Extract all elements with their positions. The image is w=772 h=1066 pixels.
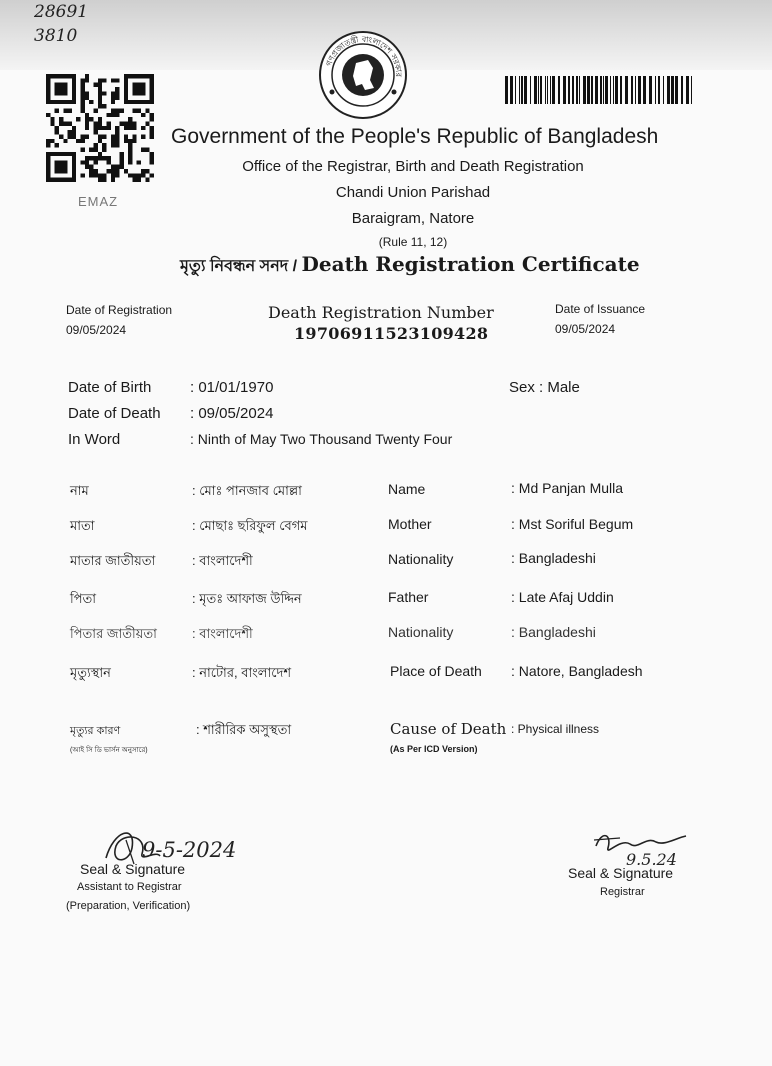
field-en-label: Father — [388, 589, 429, 605]
scan-stamp: EMAZ — [78, 194, 119, 209]
sex-value: Sex : Male — [509, 379, 580, 396]
field-bn-label: মাতা — [70, 518, 95, 533]
field-bn-value: : বাংলাদেশী — [192, 626, 253, 641]
certificate-title — [180, 252, 640, 280]
office-name: Office of the Registrar, Birth and Death Registration — [242, 158, 584, 175]
field-bn-label: পিতা — [70, 591, 97, 606]
field-bn-label: নাম — [70, 483, 89, 498]
in-word-label: In Word — [68, 431, 121, 448]
field-en-value: : Natore, Bangladesh — [511, 663, 643, 679]
government-title: Government of the People's Republic of Bangladesh — [171, 125, 659, 148]
in-word-value: : Ninth of May Two Thousand Twenty Four — [190, 431, 453, 447]
date-of-registration-value: 09/05/2024 — [66, 323, 127, 337]
rule-reference: (Rule 11, 12) — [378, 235, 448, 249]
field-en-label: Mother — [388, 516, 432, 532]
left-signature-role: Assistant to Registrar — [77, 881, 182, 893]
field-bn-value: : মোছাঃ ছরিফুল বেগম — [192, 518, 308, 533]
barcode-icon — [505, 76, 697, 104]
field-bn-label: পিতার জাতীয়তা — [70, 626, 157, 641]
date-of-registration-label: Date of Registration — [66, 303, 173, 317]
handwritten-note-2: 3810 — [34, 26, 78, 46]
cause-of-death-bn-label: মৃত্যুর কারণ — [70, 725, 121, 737]
cause-of-death-bn-value: : শারীরিক অসুস্থতা — [196, 722, 292, 737]
date-of-issuance-label: Date of Issuance — [555, 302, 646, 316]
cause-of-death-en-sublabel: (As Per ICD Version) — [390, 744, 478, 754]
field-bn-value: : মৃতঃ আফাজ উদ্দিন — [192, 591, 302, 606]
registration-number-label: Death Registration Number — [268, 303, 494, 322]
date-of-death-label: Date of Death — [68, 405, 161, 422]
field-en-label: Nationality — [388, 624, 454, 640]
right-signature-date: 9.5.24 — [626, 850, 677, 869]
date-of-issuance-value: 09/05/2024 — [555, 322, 616, 336]
union-name: Chandi Union Parishad — [335, 184, 491, 201]
date-of-birth-value: : 01/01/1970 — [190, 379, 274, 396]
emblem-text: গণপ্রজাতন্ত্রী বাংলাদেশ সরকার — [324, 34, 404, 78]
cause-of-death-bn-sublabel: (আই সি ডি ভার্সন অনুসারে) — [70, 747, 148, 754]
field-bn-label: মৃত্যুস্থান — [70, 665, 111, 680]
registration-number-value: 19706911523109428 — [294, 324, 489, 343]
field-bn-value: : নাটোর, বাংলাদেশ — [192, 665, 292, 680]
right-signature-role: Registrar — [600, 886, 645, 898]
certificate-title-en: Death Registration Certificate — [301, 252, 640, 276]
left-signature-date: 9-5-2024 — [142, 838, 237, 862]
date-of-death-value: : 09/05/2024 — [190, 405, 274, 422]
field-bn-value: : বাংলাদেশী — [192, 553, 253, 568]
field-en-label: Nationality — [388, 551, 454, 567]
date-of-birth-label: Date of Birth — [68, 379, 152, 396]
field-en-value: : Mst Soriful Begum — [511, 516, 634, 532]
location-name: Baraigram, Natore — [351, 210, 475, 227]
field-en-value: : Md Panjan Mulla — [511, 480, 624, 496]
field-en-label: Place of Death — [390, 663, 482, 679]
cause-of-death-en-value: : Physical illness — [511, 722, 600, 736]
left-signature-note: (Preparation, Verification) — [66, 900, 191, 912]
field-bn-value: : মোঃ পানজাব মোল্লা — [192, 483, 302, 498]
right-signature-title: Seal & Signature — [568, 865, 674, 881]
field-en-value: : Bangladeshi — [511, 550, 596, 566]
handwritten-note-1: 28691 — [34, 2, 89, 22]
left-signature-title: Seal & Signature — [80, 861, 186, 877]
government-emblem-icon — [318, 30, 408, 120]
certificate-title-bn: মৃত্যু নিবন্ধন সনদ / — [180, 258, 298, 275]
field-bn-label: মাতার জাতীয়তা — [70, 553, 156, 568]
field-en-value: : Bangladeshi — [511, 624, 596, 640]
cause-of-death-en-label: Cause of Death — [390, 720, 507, 738]
field-en-value: : Late Afaj Uddin — [511, 589, 614, 605]
field-en-label: Name — [388, 481, 426, 497]
